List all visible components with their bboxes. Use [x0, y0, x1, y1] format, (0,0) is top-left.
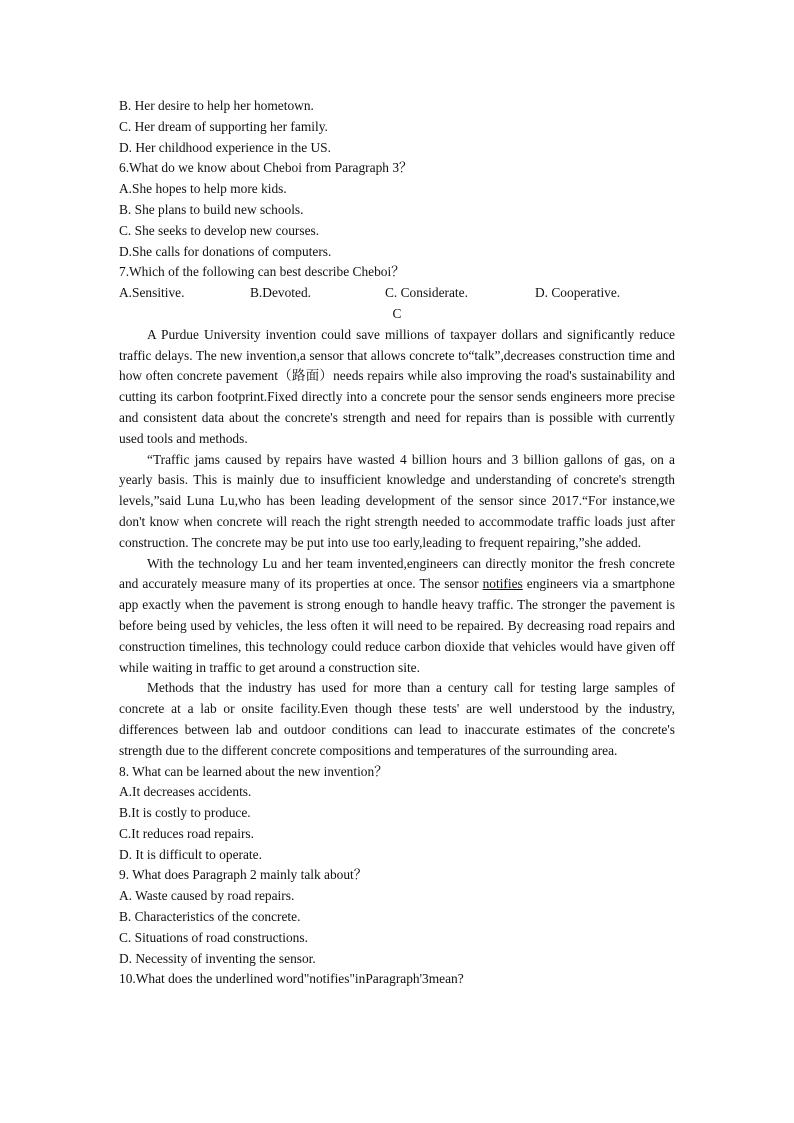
- q6-option-a: A.She hopes to help more kids.: [119, 181, 287, 197]
- q8-stem: 8. What can be learned about the new invention？: [119, 763, 388, 779]
- q6-option-b: B. She plans to build new schools.: [119, 201, 304, 217]
- q5-option-b: B. Her desire to help her hometown.: [119, 98, 314, 113]
- q7-option-d: D. Cooperative.: [535, 285, 621, 301]
- q9-option-d: D. Necessity of inventing the sensor.: [119, 950, 316, 966]
- q9-option-a: A. Waste caused by road repairs.: [119, 888, 295, 904]
- q7-stem: 7.Which of the following can best describe Cheboi？: [119, 264, 405, 280]
- section-heading: C: [392, 305, 402, 321]
- paragraph-3-text-after: engineers via a smartphone app exactly when the pavement is strong enough to handle heavy traffic. The stronger the pavement is before being used by vehicles, the less often it will need to be repaired. By decreasing road repairs and construction timelines, this technology could reduce carbon dioxide that vehicles would have given off while waiting in traffic to get around a construction site.: [119, 576, 675, 675]
- q8-option-a: A.It decreases accidents.: [119, 784, 252, 800]
- q10-stem: 10.What does the underlined word"notifies"inParagraph'3mean?: [119, 971, 464, 987]
- q5-option-c: C. Her dream of supporting her family.: [119, 118, 328, 134]
- passage-paragraph-1: A Purdue University invention could save millions of taxpayer dollars and significantly reduce traffic delays. The new invention,a sensor that allows concrete to“talk”,decreases construction time and how often concrete pavement（路面）needs repairs while also improving the road's sustainability and cutting its carbon footprint.Fixed directly into a concrete pour the sensor sends engineers more precise and consistent data about the concrete's strength and need for repairs than is possible with currently used tools and methods.: [119, 326, 675, 446]
- q8-option-c: C.It reduces road repairs.: [119, 825, 254, 841]
- q8-option-b: B.It is costly to produce.: [119, 805, 251, 821]
- passage-paragraph-3: [119, 554, 675, 679]
- q9-stem: 9. What does Paragraph 2 mainly talk about？: [119, 867, 368, 883]
- q9-option-b: B. Characteristics of the concrete.: [119, 909, 301, 925]
- q8-option-d: D. It is difficult to operate.: [119, 846, 262, 862]
- q6-option-d: D.She calls for donations of computers.: [119, 243, 332, 259]
- q7-options: [119, 283, 675, 304]
- passage-paragraph-2: “Traffic jams caused by repairs have wasted 4 billion hours and 3 billion gallons of gas, on a yearly basis. This is mainly due to insufficient knowledge and understanding of concrete's strength levels,”said Luna Lu,who has been leading development of the sensor since 2017.“For instance,we don't know when concrete will reach the right strength needed to accommodate traffic loads just after construction. The concrete may be put into use too early,leading to frequent repairing,”she added.: [119, 451, 675, 550]
- q9-option-c: C. Situations of road constructions.: [119, 929, 308, 945]
- q6-option-c: C. She seeks to develop new courses.: [119, 222, 320, 238]
- q7-option-c: C. Considerate.: [385, 285, 468, 301]
- q7-option-b: B.Devoted.: [250, 285, 311, 301]
- underlined-word: notifies: [482, 576, 523, 592]
- q6-stem: 6.What do we know about Cheboi from Paragraph 3？: [119, 160, 413, 176]
- q5-option-d: D. Her childhood experience in the US.: [119, 139, 331, 155]
- paragraph-3-text-before: With the technology Lu and her team invented,engineers can directly monitor the fresh concrete and accurately measure many of its properties at once. The sensor: [119, 555, 675, 592]
- q7-option-a: A.Sensitive.: [119, 285, 185, 301]
- passage-paragraph-4: Methods that the industry has used for more than a century call for testing large samples of concrete at a lab or onsite facility.Even though these tests' are well understood by the industry, differences between lab and outdoor conditions can lead to inaccurate estimates of the concrete's strength due to the different concrete compositions and temperatures of the surrounding area.: [119, 680, 675, 758]
- page-content: [119, 96, 675, 990]
